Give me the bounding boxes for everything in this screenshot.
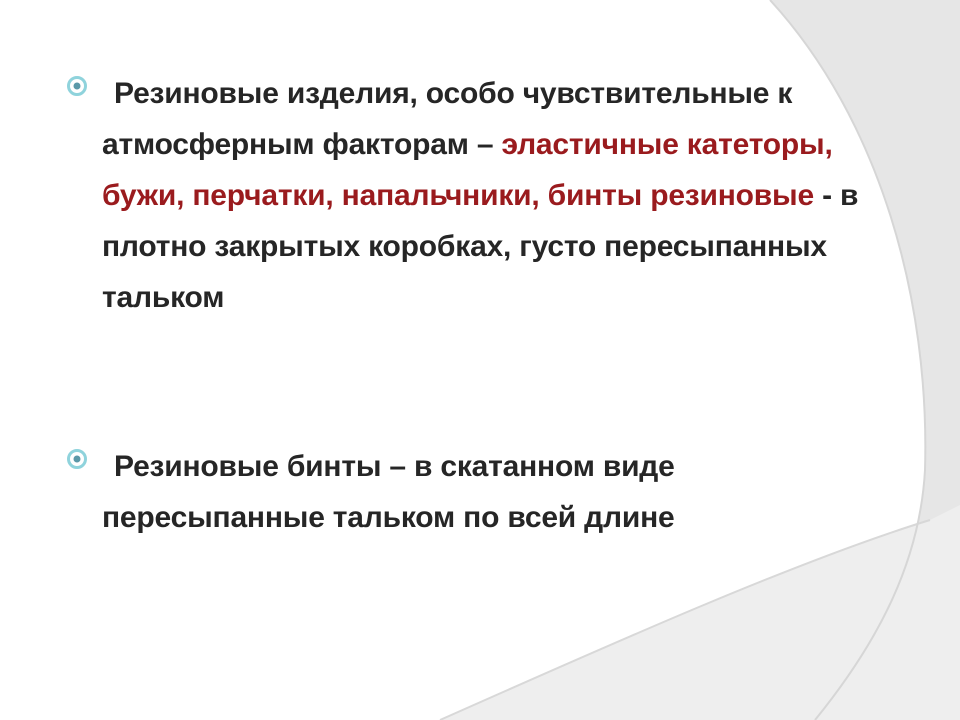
bullet-1-run-plain-2: - в плотно закрытых коробках, густо пересыпанных тальком	[102, 179, 859, 314]
bullet-text-1	[102, 68, 872, 323]
ring-bullet-icon	[66, 75, 88, 97]
bullet-1-run-accent: эластичные катеторы, бужи, перчатки, напальчники, бинты резиновые	[102, 128, 833, 212]
bullet-1-run-plain-1: Резиновые изделия, особо чувствительные к атмосферным факторам –	[102, 77, 793, 161]
bullet-2-run-plain-1: Резиновые бинты – в скатанном виде пересыпанные тальком по всей длине	[102, 450, 675, 534]
bullet-text-2	[102, 441, 872, 543]
ring-bullet-icon	[66, 448, 88, 470]
